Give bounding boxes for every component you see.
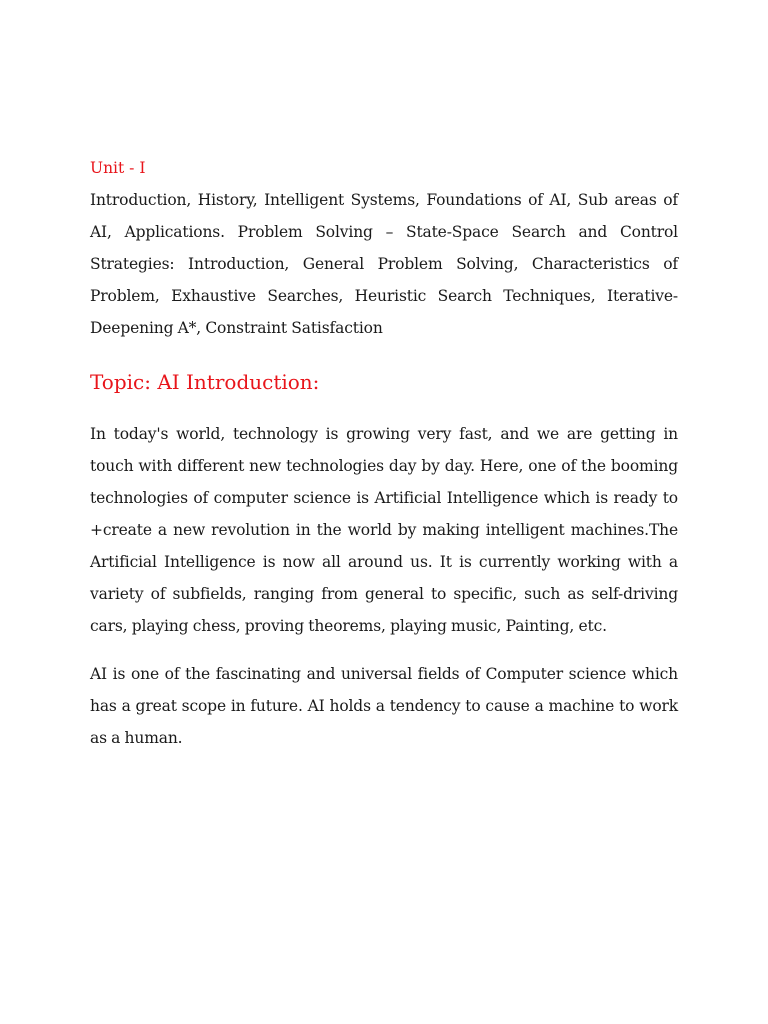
intro-paragraph: In today's world, technology is growing very fast, and we are getting in touch with different new technologies day by day. Here, one of the booming technologies of computer science is Artificial Intelligence which is ready to +create a new revolution in the world by making intelligent machines.The Artificial Intelligence is now all around us. It is currently working with a variety of subfields, ranging from general to specific, such as self-driving cars, playing chess, proving theorems, playing music, Painting, etc. bbox=[90, 425, 678, 635]
topic-heading: Topic: AI Introduction: bbox=[90, 370, 320, 394]
scope-paragraph: AI is one of the fascinating and universal fields of Computer science which has a great scope in future. AI holds a tendency to cause a machine to work as a human. bbox=[90, 665, 678, 747]
document-page bbox=[90, 152, 678, 754]
syllabus-paragraph: Introduction, History, Intelligent Systems, Foundations of AI, Sub areas of AI, Applications. Problem Solving – State-Space Search and Control Strategies: Introduction, General Problem Solving, Characteristics of Problem, Exhaustive Searches, Heuristic Search Techniques, Iterative-Deepening A*, Constraint Satisfaction bbox=[90, 191, 678, 337]
unit-heading: Unit - I bbox=[90, 159, 146, 177]
